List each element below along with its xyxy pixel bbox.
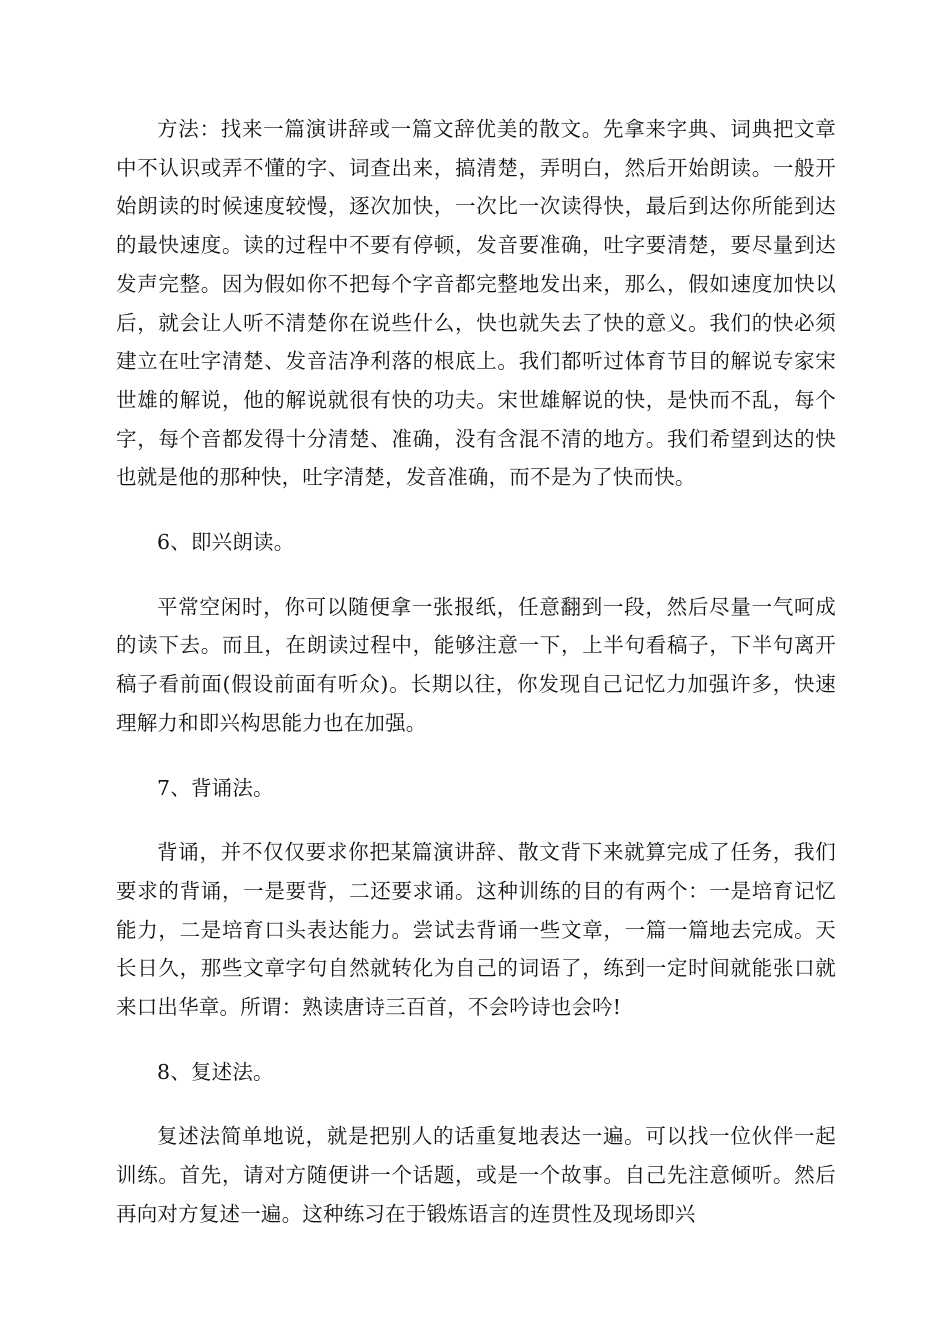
document-body xyxy=(116,110,836,1234)
heading-recitation-method: 7、背诵法。 xyxy=(157,775,274,800)
paragraph-impromptu-reading: 平常空闲时，你可以随便拿一张报纸，任意翻到一段，然后尽量一气呵成的读下去。而且，在朗读过程中，能够注意一下，上半句看稿子，下半句离开稿子看前面(假设前面有听众)。长期以往，你发现自己记忆力加强许多，快速理解力和即兴构思能力也在加强。 xyxy=(116,594,836,735)
paragraph-recitation-method: 背诵，并不仅仅要求你把某篇演讲辞、散文背下来就算完成了任务，我们要求的背诵，一是要背，二还要求诵。这种训练的目的有两个：一是培育记忆能力，二是培育口头表达能力。尝试去背诵一些文章，一篇一篇地去完成。天长日久，那些文章字句自然就转化为自己的词语了，练到一定时间就能张口就来口出华章。所谓：熟读唐诗三百首，不会吟诗也会吟! xyxy=(116,840,836,1020)
heading-impromptu-reading: 6、即兴朗读。 xyxy=(157,530,295,555)
paragraph-method-speed-reading: 方法：找来一篇演讲辞或一篇文辞优美的散文。先拿来字典、词典把文章中不认识或弄不懂的字、词查出来，搞清楚，弄明白，然后开始朗读。一般开始朗读的时候速度较慢，逐次加快，一次比一次读得快，最后到达你所能到达的最快速度。读的过程中不要有停顿，发音要准确，吐字要清楚，要尽量到达发声完整。因为假如你不把每个字音都完整地发出来，那么，假如速度加快以后，就会让人听不清楚你在说些什么，快也就失去了快的意义。我们的快必须建立在吐字清楚、发音洁净利落的根底上。我们都听过体育节目的解说专家宋世雄的解说，他的解说就很有快的功夫。宋世雄解说的快，是快而不乱，每个字，每个音都发得十分清楚、准确，没有含混不清的地方。我们希望到达的快也就是他的那种快，吐字清楚，发音准确，而不是为了快而快。 xyxy=(116,117,836,490)
heading-retelling-method: 8、复述法。 xyxy=(157,1059,274,1084)
paragraph-retelling-method: 复述法简单地说，就是把别人的话重复地表达一遍。可以找一位伙伴一起训练。首先，请对方随便讲一个话题，或是一个故事。自己先注意倾听。然后再向对方复述一遍。这种练习在于锻炼语言的连贯性及现场即兴 xyxy=(116,1124,836,1226)
